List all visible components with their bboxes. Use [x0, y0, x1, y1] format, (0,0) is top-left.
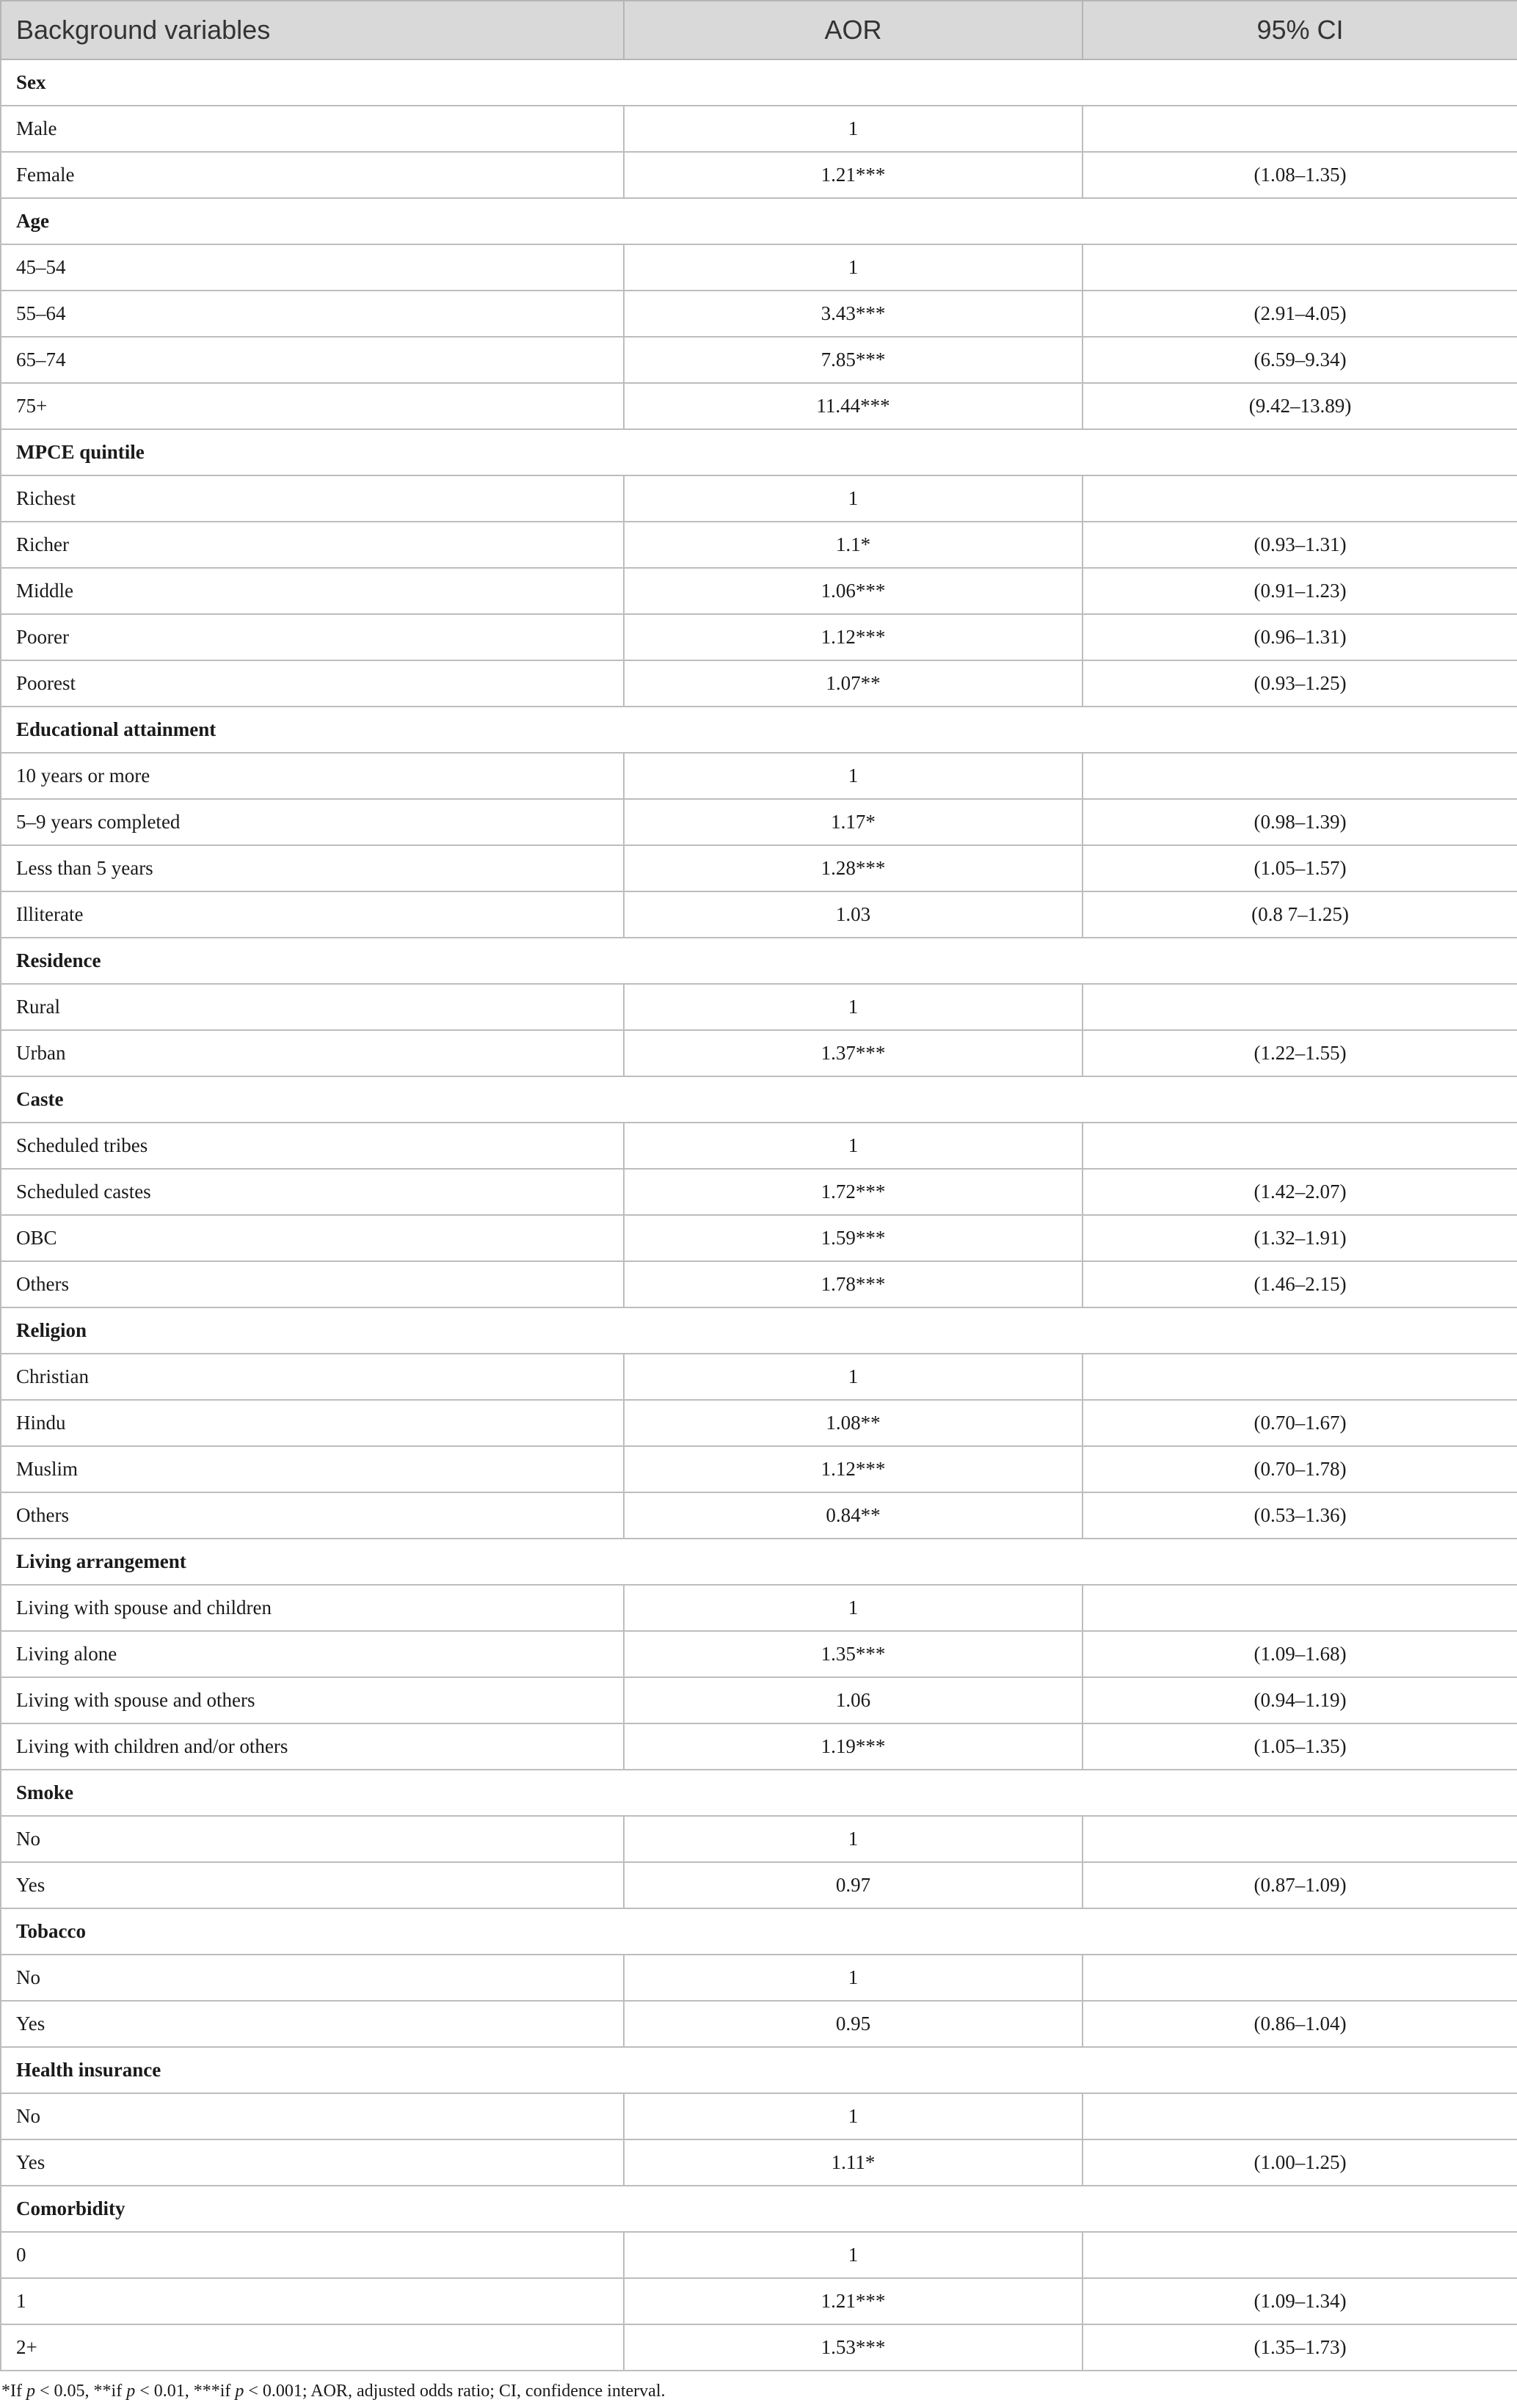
group-header-row: [1, 1908, 1517, 1955]
ci-value: (1.35–1.73): [1083, 2324, 1517, 2371]
table-row: [1, 383, 1517, 429]
category-label: Living with spouse and others: [1, 1677, 624, 1723]
aor-value: 1.59***: [624, 1215, 1083, 1261]
table-row: [1, 106, 1517, 152]
table-row: [1, 2139, 1517, 2186]
table-row: [1, 2001, 1517, 2047]
category-label: Less than 5 years: [1, 845, 624, 891]
footnote-text: < 0.01, ***if: [135, 2382, 236, 2401]
column-header-background-variables: Background variables: [1, 1, 624, 59]
aor-value: 0.97: [624, 1862, 1083, 1908]
aor-value: 1.78***: [624, 1261, 1083, 1307]
aor-value: 1.07**: [624, 660, 1083, 707]
table-row: [1, 244, 1517, 291]
category-label: 2+: [1, 2324, 624, 2371]
group-header-row: [1, 1770, 1517, 1816]
aor-value: 1: [624, 2232, 1083, 2278]
table-row: [1, 152, 1517, 198]
footnote-text: < 0.001; AOR, adjusted odds ratio; CI, confidence interval.: [244, 2382, 666, 2401]
ci-value: (1.46–2.15): [1083, 1261, 1517, 1307]
group-header-row: [1, 2047, 1517, 2093]
category-label: Yes: [1, 2001, 624, 2047]
group-header-row: [1, 198, 1517, 244]
table-row: [1, 799, 1517, 845]
table-footnote: [0, 2371, 1517, 2401]
table-row: [1, 660, 1517, 707]
ci-value: [1083, 244, 1517, 291]
category-label: Urban: [1, 1030, 624, 1076]
ci-value: (0.93–1.31): [1083, 522, 1517, 568]
category-label: 5–9 years completed: [1, 799, 624, 845]
category-label: Living with children and/or others: [1, 1723, 624, 1770]
group-title: Comorbidity: [1, 2186, 1517, 2232]
ci-value: (0.86–1.04): [1083, 2001, 1517, 2047]
table-row: [1, 1169, 1517, 1215]
column-header-95-ci: 95% CI: [1083, 1, 1517, 59]
category-label: 55–64: [1, 291, 624, 337]
footnote-text: < 0.05, **if: [34, 2382, 127, 2401]
aor-value: 1: [624, 1955, 1083, 2001]
ci-value: (0.94–1.19): [1083, 1677, 1517, 1723]
table-row: [1, 1677, 1517, 1723]
table-row: [1, 1631, 1517, 1677]
table-row: [1, 614, 1517, 660]
aor-value: 1.17*: [624, 799, 1083, 845]
ci-value: (1.09–1.68): [1083, 1631, 1517, 1677]
category-label: Scheduled castes: [1, 1169, 624, 1215]
aor-value: 1: [624, 1585, 1083, 1631]
table-row: [1, 984, 1517, 1030]
aor-value: 1.28***: [624, 845, 1083, 891]
ci-value: [1083, 1354, 1517, 1400]
table-row: [1, 2278, 1517, 2324]
column-header-aor: AOR: [624, 1, 1083, 59]
aor-value: 1.12***: [624, 614, 1083, 660]
ci-value: (1.05–1.35): [1083, 1723, 1517, 1770]
ci-value: (0.93–1.25): [1083, 660, 1517, 707]
table-row: [1, 291, 1517, 337]
table-row: [1, 568, 1517, 614]
aor-value: 1: [624, 1123, 1083, 1169]
footnote-text: *If: [1, 2382, 26, 2401]
ci-value: (1.32–1.91): [1083, 1215, 1517, 1261]
footnote-p-symbol: p: [126, 2382, 136, 2401]
ci-value: (9.42–13.89): [1083, 383, 1517, 429]
header-row: [1, 1, 1517, 59]
category-label: 45–54: [1, 244, 624, 291]
category-label: 0: [1, 2232, 624, 2278]
ci-value: [1083, 2232, 1517, 2278]
ci-value: [1083, 2093, 1517, 2139]
category-label: Poorer: [1, 614, 624, 660]
table-row: [1, 1354, 1517, 1400]
group-header-row: [1, 1539, 1517, 1585]
ci-value: (0.87–1.09): [1083, 1862, 1517, 1908]
aor-value: 1: [624, 1354, 1083, 1400]
ci-value: [1083, 984, 1517, 1030]
group-title: Religion: [1, 1307, 1517, 1354]
category-label: No: [1, 2093, 624, 2139]
table-row: [1, 1816, 1517, 1862]
table-row: [1, 1215, 1517, 1261]
aor-value: 1.53***: [624, 2324, 1083, 2371]
table-header: [1, 1, 1517, 59]
group-title: Educational attainment: [1, 707, 1517, 753]
table-row: [1, 522, 1517, 568]
ci-value: [1083, 1955, 1517, 2001]
ci-value: (1.42–2.07): [1083, 1169, 1517, 1215]
group-header-row: [1, 1076, 1517, 1123]
category-label: Scheduled tribes: [1, 1123, 624, 1169]
table-row: [1, 1446, 1517, 1492]
aor-value: 1.35***: [624, 1631, 1083, 1677]
aor-value: 1: [624, 2093, 1083, 2139]
group-title: Sex: [1, 59, 1517, 106]
ci-value: (1.08–1.35): [1083, 152, 1517, 198]
category-label: Middle: [1, 568, 624, 614]
aor-value: 1.19***: [624, 1723, 1083, 1770]
aor-value: 1: [624, 984, 1083, 1030]
group-title: Residence: [1, 938, 1517, 984]
group-title: MPCE quintile: [1, 429, 1517, 475]
aor-value: 1.12***: [624, 1446, 1083, 1492]
table-row: [1, 1492, 1517, 1539]
aor-value: 1.21***: [624, 152, 1083, 198]
aor-value: 0.95: [624, 2001, 1083, 2047]
ci-value: (6.59–9.34): [1083, 337, 1517, 383]
category-label: Living with spouse and children: [1, 1585, 624, 1631]
category-label: Poorest: [1, 660, 624, 707]
aor-value: 1.72***: [624, 1169, 1083, 1215]
table-row: [1, 1585, 1517, 1631]
group-title: Age: [1, 198, 1517, 244]
group-title: Caste: [1, 1076, 1517, 1123]
ci-value: (1.22–1.55): [1083, 1030, 1517, 1076]
ci-value: (0.8 7–1.25): [1083, 891, 1517, 938]
table-row: [1, 475, 1517, 522]
table-row: [1, 1955, 1517, 2001]
ci-value: (0.70–1.67): [1083, 1400, 1517, 1446]
aor-value: 7.85***: [624, 337, 1083, 383]
group-header-row: [1, 2186, 1517, 2232]
aor-value: 3.43***: [624, 291, 1083, 337]
ci-value: (0.53–1.36): [1083, 1492, 1517, 1539]
ci-value: [1083, 1816, 1517, 1862]
category-label: Richer: [1, 522, 624, 568]
aor-value: 1: [624, 753, 1083, 799]
category-label: No: [1, 1816, 624, 1862]
aor-value: 1: [624, 475, 1083, 522]
table-row: [1, 2093, 1517, 2139]
category-label: No: [1, 1955, 624, 2001]
aor-value: 1.37***: [624, 1030, 1083, 1076]
table-row: [1, 2324, 1517, 2371]
group-header-row: [1, 938, 1517, 984]
table-body: [1, 59, 1517, 2371]
aor-value: 1.03: [624, 891, 1083, 938]
aor-value: 11.44***: [624, 383, 1083, 429]
category-label: OBC: [1, 1215, 624, 1261]
ci-value: [1083, 1123, 1517, 1169]
ci-value: (0.91–1.23): [1083, 568, 1517, 614]
group-header-row: [1, 1307, 1517, 1354]
category-label: 75+: [1, 383, 624, 429]
ci-value: [1083, 1585, 1517, 1631]
category-label: Hindu: [1, 1400, 624, 1446]
ci-value: (2.91–4.05): [1083, 291, 1517, 337]
aor-value: 1.06: [624, 1677, 1083, 1723]
group-header-row: [1, 429, 1517, 475]
footnote-p-symbol: p: [26, 2382, 35, 2401]
ci-value: (1.00–1.25): [1083, 2139, 1517, 2186]
category-label: 65–74: [1, 337, 624, 383]
category-label: Living alone: [1, 1631, 624, 1677]
category-label: Male: [1, 106, 624, 152]
table-row: [1, 1030, 1517, 1076]
ci-value: (0.98–1.39): [1083, 799, 1517, 845]
category-label: Yes: [1, 1862, 624, 1908]
aor-value: 1.06***: [624, 568, 1083, 614]
ci-value: [1083, 753, 1517, 799]
ci-value: (1.05–1.57): [1083, 845, 1517, 891]
category-label: Female: [1, 152, 624, 198]
ci-value: [1083, 106, 1517, 152]
category-label: Richest: [1, 475, 624, 522]
table-row: [1, 1723, 1517, 1770]
ci-value: (0.70–1.78): [1083, 1446, 1517, 1492]
ci-value: [1083, 475, 1517, 522]
aor-value: 1.08**: [624, 1400, 1083, 1446]
aor-value: 1.1*: [624, 522, 1083, 568]
group-title: Health insurance: [1, 2047, 1517, 2093]
aor-value: 1.11*: [624, 2139, 1083, 2186]
category-label: Illiterate: [1, 891, 624, 938]
category-label: Others: [1, 1261, 624, 1307]
group-title: Smoke: [1, 1770, 1517, 1816]
table-row: [1, 845, 1517, 891]
group-header-row: [1, 707, 1517, 753]
table-row: [1, 337, 1517, 383]
aor-value: 1: [624, 1816, 1083, 1862]
table-row: [1, 753, 1517, 799]
table-row: [1, 891, 1517, 938]
footnote-p-symbol: p: [235, 2382, 244, 2401]
table-row: [1, 2232, 1517, 2278]
group-title: Tobacco: [1, 1908, 1517, 1955]
ci-value: (1.09–1.34): [1083, 2278, 1517, 2324]
group-title: Living arrangement: [1, 1539, 1517, 1585]
aor-value: 1.21***: [624, 2278, 1083, 2324]
group-header-row: [1, 59, 1517, 106]
category-label: Others: [1, 1492, 624, 1539]
table-row: [1, 1261, 1517, 1307]
category-label: Christian: [1, 1354, 624, 1400]
ci-value: (0.96–1.31): [1083, 614, 1517, 660]
aor-value: 1: [624, 106, 1083, 152]
category-label: Muslim: [1, 1446, 624, 1492]
category-label: 1: [1, 2278, 624, 2324]
category-label: 10 years or more: [1, 753, 624, 799]
category-label: Yes: [1, 2139, 624, 2186]
category-label: Rural: [1, 984, 624, 1030]
table-row: [1, 1862, 1517, 1908]
table-row: [1, 1400, 1517, 1446]
table-row: [1, 1123, 1517, 1169]
aor-value: 1: [624, 244, 1083, 291]
aor-value: 0.84**: [624, 1492, 1083, 1539]
